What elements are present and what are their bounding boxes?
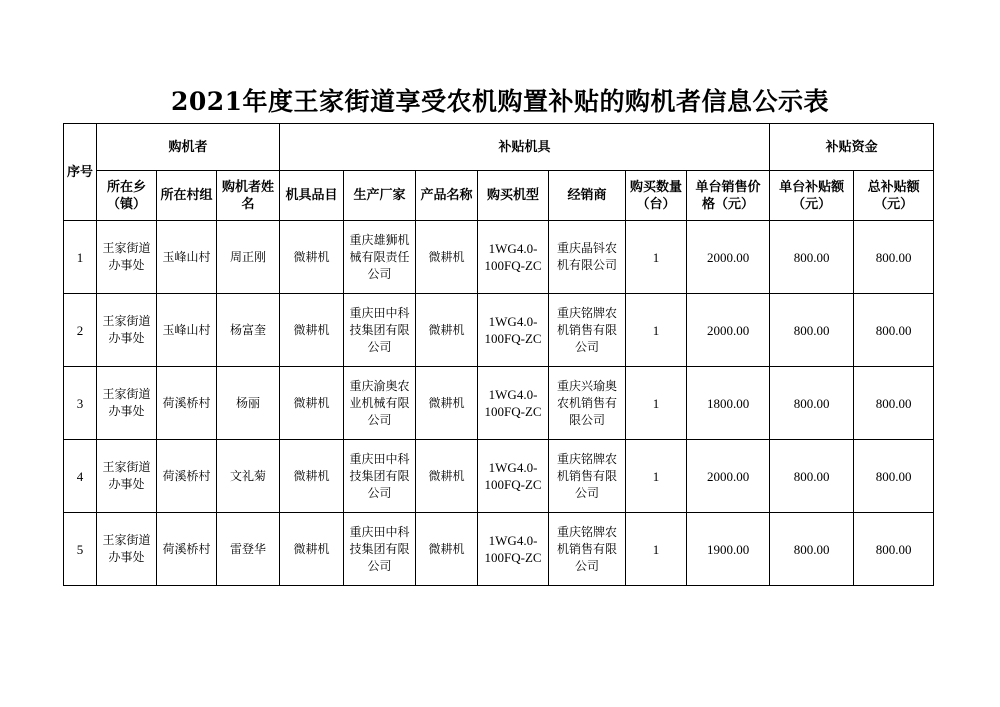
header-seq: 序号 (64, 124, 97, 221)
cell-manufacturer: 重庆渝奥农业机械有限公司 (344, 367, 416, 440)
cell-manufacturer: 重庆田中科技集团有限公司 (344, 440, 416, 513)
cell-manufacturer: 重庆雄狮机械有限责任公司 (344, 221, 416, 294)
cell-unit-price: 2000.00 (687, 221, 770, 294)
cell-product: 微耕机 (416, 221, 478, 294)
header-town: 所在乡（镇） (97, 171, 157, 221)
header-category: 机具品目 (280, 171, 344, 221)
cell-seq: 2 (64, 294, 97, 367)
cell-dealer: 重庆兴瑜奥农机销售有限公司 (549, 367, 626, 440)
header-row-groups (64, 124, 934, 171)
cell-total-subsidy: 800.00 (854, 221, 934, 294)
cell-unit-price: 1800.00 (687, 367, 770, 440)
subsidy-table (63, 123, 934, 586)
cell-unit-price: 1900.00 (687, 513, 770, 586)
cell-total-subsidy: 800.00 (854, 440, 934, 513)
table-row (64, 294, 934, 367)
cell-seq: 3 (64, 367, 97, 440)
cell-dealer: 重庆晶钭农机有限公司 (549, 221, 626, 294)
cell-town: 王家街道办事处 (97, 221, 157, 294)
cell-product: 微耕机 (416, 440, 478, 513)
cell-category: 微耕机 (280, 367, 344, 440)
cell-quantity: 1 (626, 367, 687, 440)
cell-dealer: 重庆铭牌农机销售有限公司 (549, 294, 626, 367)
header-product-name: 产品名称 (416, 171, 478, 221)
cell-buyer: 杨富奎 (217, 294, 280, 367)
cell-model: 1WG4.0-100FQ-ZC (478, 440, 549, 513)
page-title: 2021年度王家街道享受农机购置补贴的购机者信息公示表 (170, 87, 830, 116)
header-manufacturer: 生产厂家 (344, 171, 416, 221)
header-total-subsidy: 总补贴额（元） (854, 171, 934, 221)
cell-village: 荷溪桥村 (157, 513, 217, 586)
cell-seq: 4 (64, 440, 97, 513)
cell-buyer: 杨丽 (217, 367, 280, 440)
cell-quantity: 1 (626, 294, 687, 367)
header-unit-subsidy: 单台补贴额（元） (770, 171, 854, 221)
cell-village: 荷溪桥村 (157, 440, 217, 513)
cell-unit-subsidy: 800.00 (770, 294, 854, 367)
cell-total-subsidy: 800.00 (854, 513, 934, 586)
table-row (64, 513, 934, 586)
cell-unit-subsidy: 800.00 (770, 440, 854, 513)
header-unit-price: 单台销售价格（元） (687, 171, 770, 221)
table-row (64, 221, 934, 294)
header-quantity: 购买数量（台） (626, 171, 687, 221)
cell-model: 1WG4.0-100FQ-ZC (478, 294, 549, 367)
cell-unit-price: 2000.00 (687, 440, 770, 513)
cell-category: 微耕机 (280, 221, 344, 294)
cell-quantity: 1 (626, 513, 687, 586)
cell-village: 玉峰山村 (157, 221, 217, 294)
table-row (64, 440, 934, 513)
cell-product: 微耕机 (416, 513, 478, 586)
table-row (64, 367, 934, 440)
cell-total-subsidy: 800.00 (854, 367, 934, 440)
cell-village: 荷溪桥村 (157, 367, 217, 440)
cell-manufacturer: 重庆田中科技集团有限公司 (344, 513, 416, 586)
cell-seq: 5 (64, 513, 97, 586)
header-model: 购买机型 (478, 171, 549, 221)
cell-buyer: 文礼菊 (217, 440, 280, 513)
cell-product: 微耕机 (416, 367, 478, 440)
cell-town: 王家街道办事处 (97, 513, 157, 586)
cell-unit-subsidy: 800.00 (770, 513, 854, 586)
cell-quantity: 1 (626, 221, 687, 294)
cell-unit-subsidy: 800.00 (770, 367, 854, 440)
cell-buyer: 周正刚 (217, 221, 280, 294)
cell-seq: 1 (64, 221, 97, 294)
header-dealer: 经销商 (549, 171, 626, 221)
cell-town: 王家街道办事处 (97, 367, 157, 440)
cell-dealer: 重庆铭牌农机销售有限公司 (549, 513, 626, 586)
header-group-machine: 补贴机具 (280, 124, 770, 171)
cell-town: 王家街道办事处 (97, 294, 157, 367)
header-row-columns (64, 171, 934, 221)
cell-model: 1WG4.0-100FQ-ZC (478, 367, 549, 440)
cell-unit-price: 2000.00 (687, 294, 770, 367)
cell-buyer: 雷登华 (217, 513, 280, 586)
cell-category: 微耕机 (280, 440, 344, 513)
cell-model: 1WG4.0-100FQ-ZC (478, 221, 549, 294)
cell-quantity: 1 (626, 440, 687, 513)
header-buyer-name: 购机者姓名 (217, 171, 280, 221)
cell-category: 微耕机 (280, 294, 344, 367)
cell-town: 王家街道办事处 (97, 440, 157, 513)
cell-manufacturer: 重庆田中科技集团有限公司 (344, 294, 416, 367)
cell-unit-subsidy: 800.00 (770, 221, 854, 294)
cell-product: 微耕机 (416, 294, 478, 367)
cell-model: 1WG4.0-100FQ-ZC (478, 513, 549, 586)
cell-village: 玉峰山村 (157, 294, 217, 367)
header-group-buyer: 购机者 (97, 124, 280, 171)
cell-dealer: 重庆铭牌农机销售有限公司 (549, 440, 626, 513)
header-village: 所在村组 (157, 171, 217, 221)
cell-total-subsidy: 800.00 (854, 294, 934, 367)
cell-category: 微耕机 (280, 513, 344, 586)
header-group-funds: 补贴资金 (770, 124, 934, 171)
